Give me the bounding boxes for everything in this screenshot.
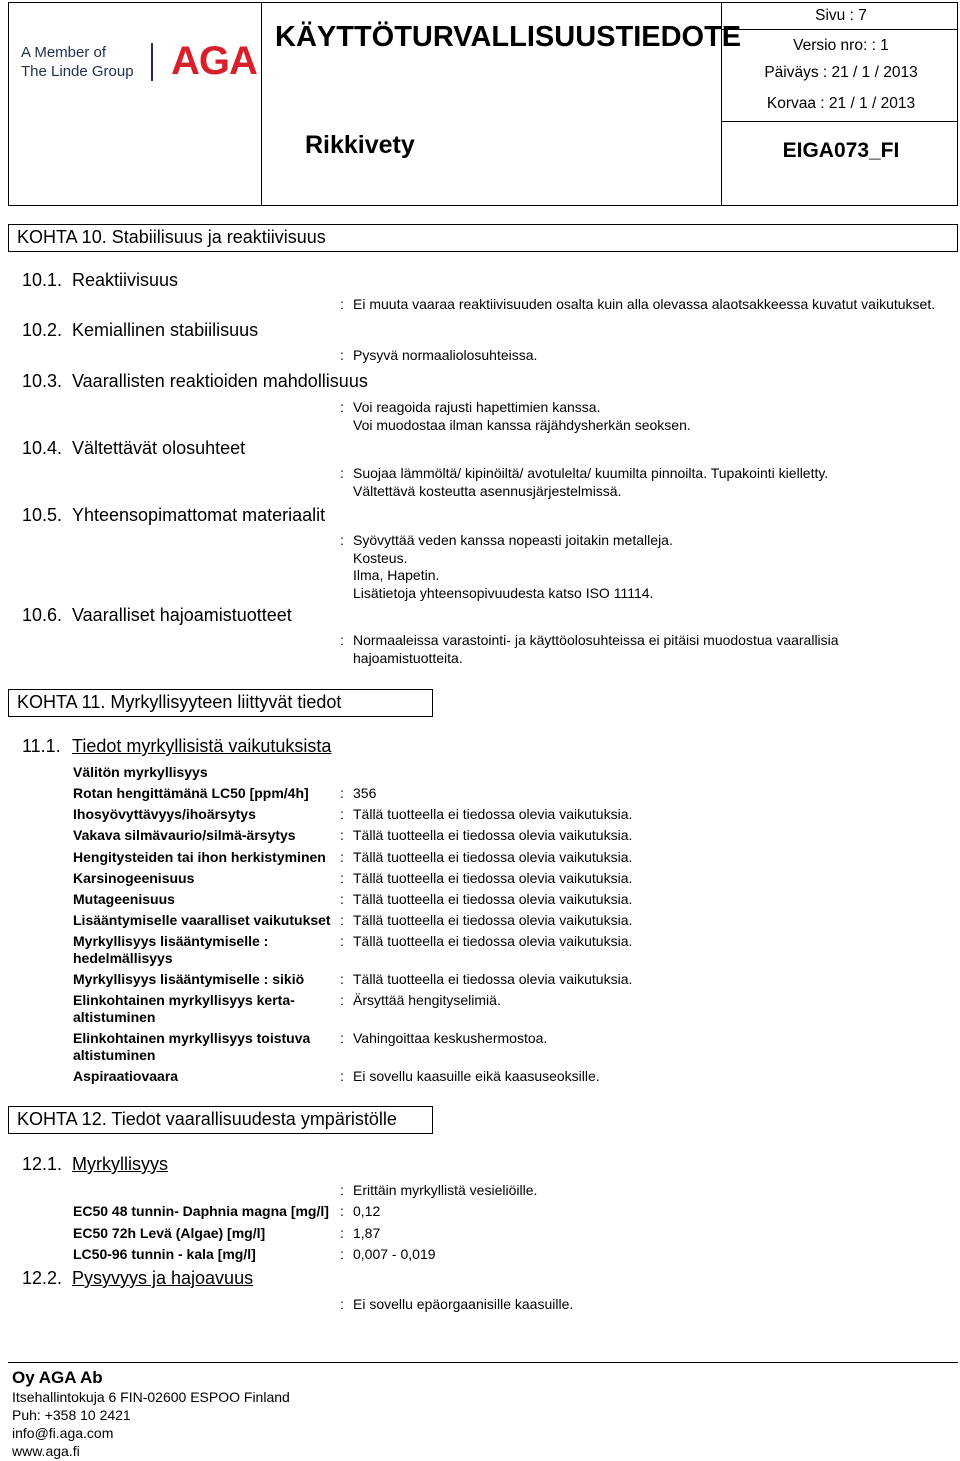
- subsection-number: 10.6.: [22, 605, 63, 625]
- footer-address: Itsehallintokuja 6 FIN-02600 ESPOO Finland: [12, 1389, 290, 1405]
- subsection-number: 10.3.: [22, 371, 63, 391]
- value-line: Tällä tuotteella ei tiedossa olevia vaikutuksia.: [353, 870, 633, 886]
- section-11-heading: KOHTA 11. Myrkyllisyyteen liittyvät tiedot: [8, 689, 433, 717]
- footer-website[interactable]: www.aga.fi: [12, 1443, 80, 1459]
- value-line: Suojaa lämmöltä/ kipinöiltä/ avotulelta/ kuumilta pinnoilta. Tupakointi kielletty.: [353, 465, 829, 481]
- acute-toxicity-label: Välitön myrkyllisyys: [73, 764, 208, 780]
- subsection-label: Myrkyllisyys: [72, 1154, 168, 1174]
- value-line: Kosteus.: [353, 549, 408, 566]
- value-line: Tällä tuotteella ei tiedossa olevia vaikutuksia.: [353, 806, 633, 822]
- tox-row-label: Myrkyllisyys lisääntymiselle :: [73, 933, 269, 949]
- tox-row-label: Rotan hengittämänä LC50 [ppm/4h]: [73, 785, 309, 801]
- subsection-label: Pysyvyys ja hajoavuus: [72, 1268, 254, 1288]
- value-line: 0,12: [353, 1203, 381, 1219]
- tox-row-label-cont: altistuminen: [73, 1009, 156, 1025]
- subsection-10-6: [22, 605, 292, 626]
- value-line: Erittäin myrkyllistä vesieliöille.: [353, 1182, 538, 1198]
- tox-row-label: Ihosyövyttävyys/ihoärsytys: [73, 806, 256, 822]
- tox-row-label: Vakava silmävaurio/silmä-ärsytys: [73, 827, 296, 843]
- value-line: Voi reagoida rajusti hapettimien kanssa.: [353, 399, 601, 415]
- subsection-number: 10.5.: [22, 505, 63, 525]
- footer-email[interactable]: info@fi.aga.com: [12, 1425, 114, 1441]
- subsection-10-5: [22, 505, 325, 526]
- value-line: Ei sovellu epäorgaanisille kaasuille.: [353, 1296, 574, 1312]
- subsection-label: Vaarallisten reaktioiden mahdollisuus: [72, 371, 368, 391]
- document-header: [8, 2, 958, 206]
- page-number: Sivu : 7: [815, 7, 867, 24]
- header-divider: [261, 3, 262, 205]
- subsection-label: Reaktiivisuus: [72, 270, 179, 290]
- value-line: hajoamistuotteita.: [353, 649, 463, 666]
- value-line: Tällä tuotteella ei tiedossa olevia vaikutuksia.: [353, 891, 633, 907]
- value-line: Ei sovellu kaasuille eikä kaasuseoksille.: [353, 1068, 600, 1084]
- ecotox-row-label: EC50 48 tunnin- Daphnia magna [mg/l]: [73, 1203, 329, 1219]
- tox-row-label-cont: hedelmällisyys: [73, 950, 173, 966]
- tox-row-label: Aspiraatiovaara: [73, 1068, 179, 1084]
- value-line: Tällä tuotteella ei tiedossa olevia vaikutuksia.: [353, 912, 633, 928]
- subsection-10-1: [22, 270, 178, 291]
- meta-divider: [721, 121, 957, 122]
- replaces-date: Korvaa : 21 / 1 / 2013: [766, 95, 916, 112]
- value-line: Syövyttää veden kanssa nopeasti joitakin metalleja.: [353, 532, 673, 548]
- subsection-number: 11.1.: [22, 736, 61, 756]
- value-line: Vältettävä kosteutta asennusjärjestelmissä.: [353, 482, 622, 499]
- tox-row-label: Lisääntymiselle vaaralliset vaikutukset: [73, 912, 331, 928]
- subsection-10-2: [22, 320, 258, 341]
- value-line: Tällä tuotteella ei tiedossa olevia vaikutuksia.: [353, 827, 633, 843]
- logo-member-line: The Linde Group: [21, 63, 134, 80]
- section-12-heading: KOHTA 12. Tiedot vaarallisuudesta ympäristölle: [8, 1106, 433, 1134]
- footer-company: Oy AGA Ab: [12, 1368, 103, 1387]
- value-line: 1,87: [353, 1225, 381, 1241]
- tox-row-label: Elinkohtainen myrkyllisyys toistuva: [73, 1030, 311, 1046]
- value-line: Ärsyttää hengityselimiä.: [353, 992, 501, 1008]
- tox-row-label: Elinkohtainen myrkyllisyys kerta-: [73, 992, 295, 1008]
- value-line: Voi muodostaa ilman kanssa räjähdysherkän seoksen.: [353, 416, 691, 433]
- tox-row-label: Mutageenisuus: [73, 891, 175, 907]
- subsection-number: 10.4.: [22, 438, 63, 458]
- subsection-11-1: [22, 736, 331, 757]
- value-line: Vahingoittaa keskushermostoa.: [353, 1030, 548, 1046]
- linde-group-logo: [21, 43, 134, 81]
- value-line: Lisätietoja yhteensopivuudesta katso ISO 11114.: [353, 584, 654, 601]
- footer-phone: Puh: +358 10 2421: [12, 1407, 131, 1423]
- document-code: EIGA073_FI: [782, 139, 900, 162]
- version-number: Versio nro: : 1: [793, 37, 889, 54]
- value-line: 356: [353, 785, 377, 801]
- subsection-label: Tiedot myrkyllisistä vaikutuksista: [72, 736, 332, 756]
- value-line: Tällä tuotteella ei tiedossa olevia vaikutuksia.: [353, 849, 633, 865]
- subsection-label: Kemiallinen stabiilisuus: [72, 320, 259, 340]
- value-line: Pysyvä normaaliolosuhteissa.: [353, 347, 538, 363]
- subsection-number: 12.2.: [22, 1268, 63, 1288]
- tox-row-label-cont: altistuminen: [73, 1047, 156, 1063]
- tox-row-label: Hengitysteiden tai ihon herkistyminen: [73, 849, 326, 865]
- aga-logo: AGA: [171, 39, 257, 83]
- subsection-12-1: [22, 1154, 168, 1175]
- value-line: Normaaleissa varastointi- ja käyttöolosuhteissa ei pitäisi muodostua vaarallisia: [353, 632, 839, 648]
- subsection-12-2: [22, 1268, 253, 1289]
- document-title: KÄYTTÖTURVALLISUUSTIEDOTE: [275, 21, 742, 53]
- value-line: 0,007 - 0,019: [353, 1246, 436, 1262]
- logo-separator: [151, 43, 153, 81]
- meta-divider: [721, 29, 957, 30]
- value-line: Tällä tuotteella ei tiedossa olevia vaikutuksia.: [353, 933, 633, 949]
- ecotox-row-label: LC50-96 tunnin - kala [mg/l]: [73, 1246, 256, 1262]
- tox-row-label: Karsinogeenisuus: [73, 870, 195, 886]
- issue-date: Päiväys : 21 / 1 / 2013: [764, 64, 918, 81]
- subsection-label: Vaaralliset hajoamistuotteet: [72, 605, 292, 625]
- subsection-label: Yhteensopimattomat materiaalit: [72, 505, 326, 525]
- product-name: Rikkivety: [305, 131, 415, 159]
- tox-row-label: Myrkyllisyys lisääntymiselle : sikiö: [73, 971, 305, 987]
- subsection-number: 10.1.: [22, 270, 63, 290]
- value-line: Ei muuta vaaraa reaktiivisuuden osalta kuin alla olevassa alaotsakkeessa kuvatut vaikutukset.: [353, 296, 936, 312]
- logo-member-line: A Member of: [21, 44, 107, 61]
- subsection-10-4: [22, 438, 245, 459]
- section-10-heading: KOHTA 10. Stabiilisuus ja reaktiivisuus: [8, 224, 958, 252]
- footer-rule: [8, 1362, 958, 1363]
- value-line: Tällä tuotteella ei tiedossa olevia vaikutuksia.: [353, 971, 633, 987]
- subsection-number: 12.1.: [22, 1154, 63, 1174]
- subsection-10-3: [22, 371, 368, 392]
- ecotox-row-label: EC50 72h Levä (Algae) [mg/l]: [73, 1225, 266, 1241]
- value-line: Ilma, Hapetin.: [353, 567, 440, 583]
- subsection-number: 10.2.: [22, 320, 63, 340]
- subsection-label: Vältettävät olosuhteet: [72, 438, 246, 458]
